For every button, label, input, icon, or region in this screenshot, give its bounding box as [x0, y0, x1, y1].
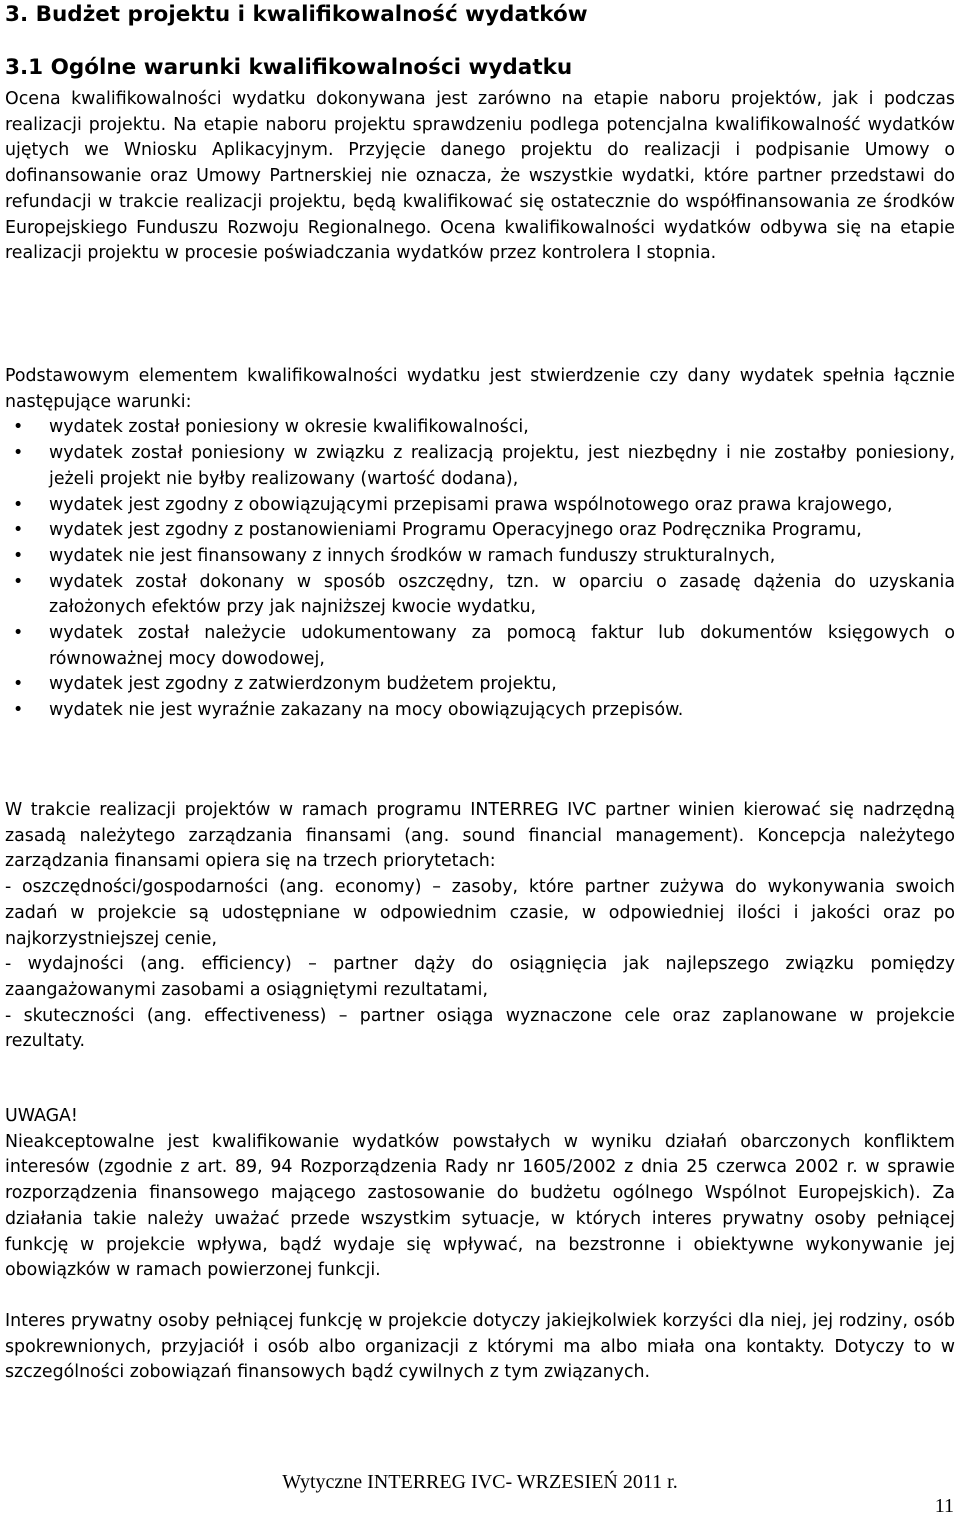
warning-section	[5, 1104, 955, 1284]
bullet-icon: •	[13, 700, 24, 721]
paragraph-eligibility-assessment: Ocena kwalifikowalności wydatku dokonywana jest zarówno na etapie naboru projektów, jak i podczas realizacji projektu. Na etapie naboru projektu sprawdzeniu podlega potencjalna kwalifikowalność wydatków ujętych we Wniosku Aplikacyjnym. Przyjęcie danego projektu do realizacji i podpisanie Umowy o dofinansowanie oraz Umowy Partnerskiej nie oznacza, że wszystkie wydatki, które partner przedstawi do refundacji w trakcie realizacji projektu, będą kwalifikować się ostatecznie do współfinansowania ze środków Europejskiego Funduszu Rozwoju Regionalnego. Ocena kwalifikowalności wydatków odbywa się na etapie realizacji projektu w procesie poświadczania wydatków przez kontrolera I stopnia.	[5, 89, 955, 264]
list-item: • wydatek jest zgodny z zatwierdzonym budżetem projektu,	[5, 672, 955, 698]
warning-label: UWAGA!	[5, 1106, 78, 1126]
financial-management-intro: W trakcie realizacji projektów w ramach programu INTERREG IVC partner winien kierować się nadrzędną zasadą należytego zarządzania finansami (ang. sound financial management). Koncepcja należytego zarządzania finansami opiera się na trzech priorytetach:	[5, 800, 955, 872]
bullet-icon: •	[13, 443, 24, 464]
page-number: 11	[934, 1495, 954, 1517]
section-heading: 3. Budżet projektu i kwalifikowalność wydatków	[5, 2, 588, 27]
bullet-icon: •	[13, 623, 24, 644]
bullet-icon: •	[13, 545, 24, 566]
subsection-heading: 3.1 Ogólne warunki kwalifikowalności wydatku	[5, 55, 573, 80]
bullet-icon: •	[13, 571, 24, 592]
list-item: • wydatek jest zgodny z obowiązującymi przepisami prawa wspólnotowego oraz prawa krajowego,	[5, 493, 955, 519]
page-footer: Wytyczne INTERREG IVC- WRZESIEŃ 2011 r.	[282, 1471, 678, 1493]
list-item: • wydatek został poniesiony w związku z realizacją projektu, jest niezbędny i nie zostałby poniesiony, jeżeli projekt nie byłby realizowany (wartość dodana),	[13, 443, 955, 489]
list-item: • wydatek został poniesiony w okresie kwalifikowalności,	[5, 415, 955, 441]
bullet-icon: •	[13, 494, 24, 515]
conditions-list	[5, 415, 955, 723]
list-item: • wydatek jest zgodny z postanowieniami Programu Operacyjnego oraz Podręcznika Programu,	[5, 518, 955, 544]
conditions-section	[5, 364, 955, 724]
list-item: • wydatek nie jest finansowany z innych środków w ramach funduszy strukturalnych,	[5, 544, 955, 570]
financial-management-section	[5, 798, 955, 1055]
list-item: • wydatek został dokonany w sposób oszczędny, tzn. w oparciu o zasadę dążenia do uzyskania założonych efektów przy jak najniższej kwocie wydatku,	[13, 571, 955, 618]
priority-efficiency: - wydajności (ang. efficiency) – partner dąży do osiągnięcia jak najlepszego związku pomiędzy zaangażowanymi zasobami a osiągniętymi rezultatami,	[5, 954, 955, 1000]
bullet-icon: •	[13, 674, 24, 695]
conditions-intro: Podstawowym elementem kwalifikowalności wydatku jest stwierdzenie czy dany wydatek spełnia łącznie następujące warunki:	[5, 366, 955, 412]
bullet-icon: •	[13, 520, 24, 541]
list-item: • wydatek został należycie udokumentowany za pomocą faktur lub dokumentów księgowych o równoważnej mocy dowodowej,	[13, 623, 955, 669]
priority-economy: - oszczędności/gospodarności (ang. economy) – zasoby, które partner zużywa do wykonywania swoich zadań w projekcie są udostępniane w odpowiednim czasie, w odpowiedniej ilości i jakości oraz po najkorzystniejszej cenie,	[5, 877, 955, 949]
list-item: • wydatek nie jest wyraźnie zakazany na mocy obowiązujących przepisów.	[5, 698, 955, 724]
priority-effectiveness: - skuteczności (ang. effectiveness) – partner osiąga wyznaczone cele oraz zaplanowane w projekcie rezultaty.	[5, 1005, 955, 1052]
bullet-icon: •	[13, 417, 24, 438]
paragraph-private-interest: Interes prywatny osoby pełniącej funkcję w projekcie dotyczy jakiejkolwiek korzyści dla niej, jej rodziny, osób spokrewnionych, przyjaciół i osób albo organizacji z którymi ma albo miała ona kontakty. Dotyczy to w szczególności zobowiązań finansowych bądź cywilnych z tym związanych.	[5, 1311, 955, 1383]
warning-text: Nieakceptowalne jest kwalifikowanie wydatków powstałych w wyniku działań obarczonych konfliktem interesów (zgodnie z art. 89, 94 Rozporządzenia Rady nr 1605/2002 z dnia 25 czerwca 2002 r. w sprawie rozporządzenia finansowego mającego zastosowanie do budżetu ogólnego Wspólnot Europejskich). Za działania takie należy uważać przede wszystkim sytuacje, w których interes prywatny osoby pełniącej funkcję w projekcie wpływa, bądź wydaje się wpływać, na bezstronne i obiektywne wykonywanie jej obowiązków w ramach powierzonej funkcji.	[5, 1131, 955, 1281]
